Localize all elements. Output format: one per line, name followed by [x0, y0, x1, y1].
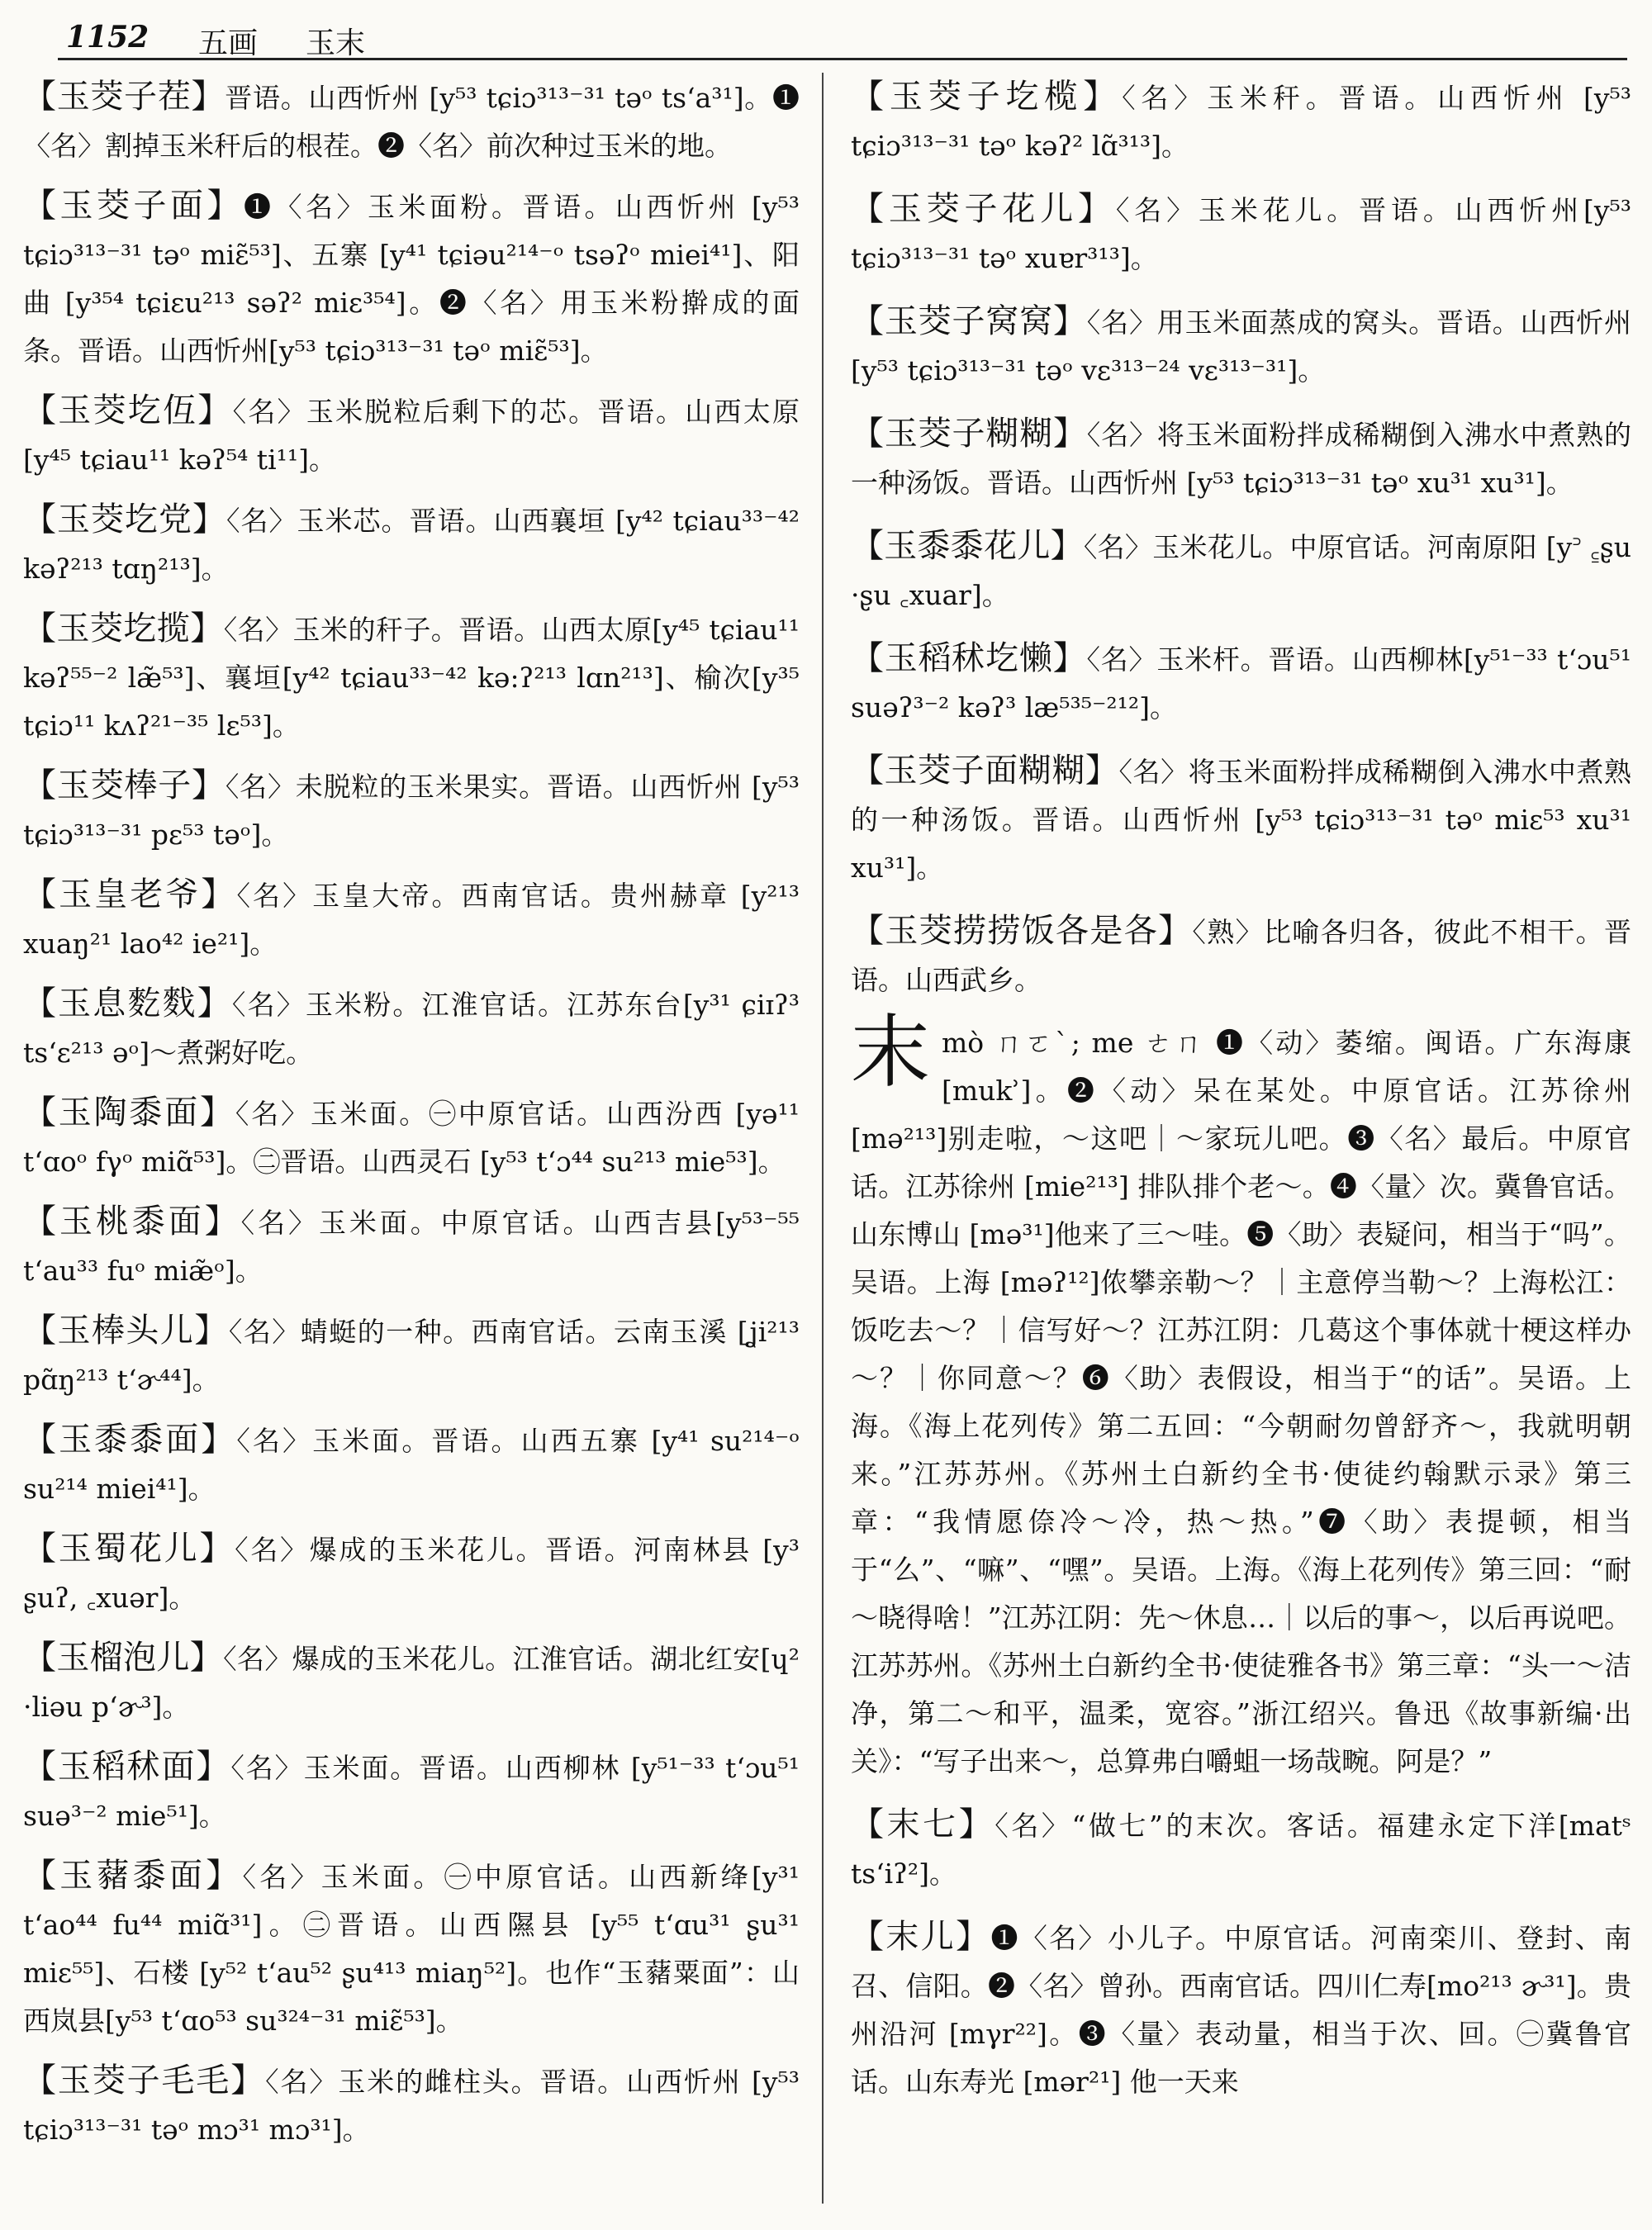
headword: 【末七】 — [851, 1805, 995, 1843]
dictionary-entry — [851, 73, 1631, 170]
dictionary-entry — [23, 762, 800, 859]
headword: 【玉稻秫圪懒】 — [851, 639, 1087, 677]
entry-text: 〈熟〉比喻各归各，彼此不相干。晋语。山西武乡。 — [851, 916, 1632, 996]
headword: 【玉蜀花儿】 — [23, 1530, 235, 1568]
entry-text: 〈名〉玉米的秆子。晋语。山西太原[y⁴⁵ tɕiau¹¹ kəʔ⁵⁵⁻² læ̃⁵³]、襄垣[y⁴² tɕiau³³⁻⁴² kə:ʔ²¹³ lɑn²¹³]、榆次[y³⁵ tɕiɔ¹¹ kʌʔ²¹⁻³⁵ lɛ⁵³]。 — [23, 614, 800, 742]
headword: 【玉茭捞捞饭各是各】 — [851, 912, 1193, 950]
headword: 【玉榴泡儿】 — [23, 1639, 224, 1677]
entry-text: 〈名〉玉米花儿。中原官话。河南原阳 [y꜄ ꜁ʂu ·ʂu ꜀xuar]。 — [851, 531, 1632, 611]
headword: 【玉茭子茬】 — [23, 78, 225, 116]
headword: 【玉棒头儿】 — [23, 1312, 229, 1350]
entry-text: 〈名〉玉米面。晋语。山西柳林 [y⁵¹⁻³³ tʻɔu⁵¹ suə³⁻² mie⁵¹]。 — [23, 1752, 800, 1832]
dictionary-entry — [23, 2057, 800, 2154]
headword: 【玉息麧䴰】 — [23, 985, 232, 1022]
dictionary-entry — [851, 522, 1631, 619]
headword: 【玉稻秫面】 — [23, 1748, 231, 1786]
entry-text: 〈名〉玉皇大帝。西南官话。贵州赫章 [y²¹³ xuaŋ²¹ lao⁴² ie²¹]。 — [23, 880, 800, 960]
headword: 【玉茭子面糊糊】 — [851, 752, 1119, 790]
dictionary-entry — [23, 1089, 800, 1186]
page-number: 1152 — [66, 20, 150, 55]
entry-text: 〈名〉玉米粉。江淮官话。江苏东台[y³¹ ɕiɪʔ³ tsʻɛ²¹³ əᵒ]～煮粥好吃。 — [23, 989, 800, 1069]
entry-text: mò ㄇㄛˋ; me ㄜㄇ ❶〈动〉萎缩。闽语。广东海康 [mukʾ]。❷〈动〉呆在某处。中原官话。江苏徐州 [mə²¹³]别走啦，～这吧｜～家玩儿吧。❸〈名〉最后。中原官话。江苏徐州 [mie²¹³] 排队排个老～。❹〈量〉次。冀鲁官话。山东博山 [mə³¹]他来了三～哇。❺〈助〉表疑问，相当于“吗”。吴语。上海 [məʔ¹²]侬攀亲勒～？｜主意停当勒～？上海松江：饭吃去～？｜信写好～？江苏江阴：几葛这个事体就十梗这样办～？｜你同意～？❻〈助〉表假设，相当于“的话”。吴语。上海。《海上花列传》第二五回：“今朝耐勿曾舒齐～，我就明朝来。”江苏苏州。《苏州土白新约全书·使徒约翰默示录》第三章：“我情愿倷冷～冷，热～热。”❼〈助〉表提顿，相当于“么”、“嘛”、“嘿”。吴语。上海。《海上花列传》第三回：“耐～晓得啥！”江苏江阴：先～休息…｜以后的事～，以后再说吧。江苏苏州。《苏州土白新约全书·使徒雅各书》第三章：“头一～洁净，第二～和平，温柔，宽容。”浙江绍兴。鲁迅《故事新编·出关》：“写子出来～，总算弗白嚼蛆一场哉畹。阿是？” — [851, 1027, 1631, 1777]
dictionary-entry — [23, 605, 800, 750]
entry-text: 〈名〉玉米面。晋语。山西五寨 [y⁴¹ su²¹⁴⁻ᵒ su²¹⁴ miei⁴¹]。 — [23, 1425, 800, 1505]
entry-text: 〈名〉蜻蜓的一种。西南官话。云南玉溪 [ʝi²¹³ pɑ̃ŋ²¹³ tʻɚ⁴⁴]。 — [23, 1316, 800, 1396]
headword: 【玉茭子面】 — [23, 187, 244, 225]
dictionary-entry — [23, 1198, 800, 1295]
dictionary-entry — [23, 871, 800, 968]
character-entry-mo — [851, 1006, 1631, 1786]
headword: 【玉茭子窝窝】 — [851, 302, 1087, 340]
dictionary-entry — [23, 1525, 800, 1622]
entry-text: 〈名〉爆成的玉米花儿。晋语。河南林县 [y³ ʂuʔ, ꜀xuər]。 — [23, 1534, 800, 1614]
dictionary-entry — [851, 185, 1631, 282]
head-character: 末 — [851, 1006, 930, 1098]
entry-text: 〈名〉玉米杆。晋语。山西柳林[y⁵¹⁻³³ tʻɔu⁵¹ suəʔ³⁻² kəʔ³ læ⁵³⁵⁻²¹²]。 — [851, 643, 1631, 724]
dictionary-entry — [851, 410, 1631, 507]
headword: 【玉茭圪仾】 — [23, 391, 233, 429]
entry-text: 〈名〉玉米面。㊀中原官话。山西汾西 [yə¹¹ tʻɑoᵒ fγᵒ miɑ̃⁵³]。㊁晋语。山西灵石 [y⁵³ tʻɔ⁴⁴ su²¹³ mie⁵³]。 — [23, 1098, 800, 1178]
entry-text: ❶〈名〉小儿子。中原官话。河南栾川、登封、南召、信阳。❷〈名〉曾孙。西南官话。四川仁寿[mo²¹³ ɚ³¹]。贵州沿河 [mγr²²]。❸〈量〉表动量，相当于次、回。㊀冀鲁官话。山东寿光 [mər²¹] 他一天来 — [851, 1922, 1632, 2098]
dictionary-entry — [23, 1852, 800, 2045]
entry-text: 〈名〉未脱粒的玉米果实。晋语。山西忻州 [y⁵³ tɕiɔ³¹³⁻³¹ pɛ⁵³ təᵒ]。 — [23, 771, 800, 851]
dictionary-entry — [23, 980, 800, 1077]
entry-text: 〈名〉玉米秆。晋语。山西忻州 [y⁵³ tɕiɔ³¹³⁻³¹ təᵒ kəʔ² lɑ̃³¹³]。 — [851, 82, 1632, 162]
entry-text: 〈名〉玉米面。㊀中原官话。山西新绛[y³¹ tʻao⁴⁴ fu⁴⁴ miɑ̃³¹]。㊁晋语。山西隰县 [y⁵⁵ tʻɑu³¹ ʂu³¹ miɛ⁵⁵]、石楼 [y⁵² tʻau⁵² ʂu⁴¹³ miaŋ⁵²]。也作“玉藸粟面”：山西岚县[y⁵³ tʻɑo⁵³ su³²⁴⁻³¹ miɛ̃⁵³]。 — [23, 1861, 800, 2037]
head-characters: 玉末 — [306, 26, 366, 60]
headword: 【玉黍黍花儿】 — [851, 527, 1084, 565]
entry-text: 〈名〉爆成的玉米花儿。江淮官话。湖北红安[ɥ² ·liəu pʻɚ³]。 — [23, 1643, 800, 1723]
dictionary-entry — [851, 907, 1631, 1004]
headword: 【玉藸黍面】 — [23, 1857, 243, 1895]
dictionary-entry — [851, 747, 1631, 892]
entry-text: 〈名〉玉米芯。晋语。山西襄垣 [y⁴² tɕiau³³⁻⁴² kəʔ²¹³ tɑŋ²¹³]。 — [23, 505, 800, 585]
dictionary-entry — [23, 1416, 800, 1513]
page-header — [58, 15, 1627, 60]
dictionary-entry — [23, 182, 800, 375]
entry-text: 〈名〉玉米脱粒后剩下的芯。晋语。山西太原 [y⁴⁵ tɕiau¹¹ kəʔ⁵⁴ ti¹¹]。 — [23, 396, 800, 476]
headword: 【玉黍黍面】 — [23, 1421, 237, 1459]
entry-text: 〈名〉玉米面。中原官话。山西吉县[y⁵³⁻⁵⁵ tʻau³³ fuᵒ miæ̃ᵒ]。 — [23, 1207, 800, 1287]
dictionary-entry — [851, 634, 1631, 732]
dictionary-entry — [23, 1307, 800, 1404]
dictionary-entry — [23, 73, 800, 170]
entry-text: 〈名〉将玉米面粉拌成稀糊倒入沸水中煮熟的一种汤饭。晋语。山西忻州 [y⁵³ tɕiɔ³¹³⁻³¹ təᵒ xu³¹ xu³¹]。 — [851, 419, 1632, 499]
dictionary-entry — [851, 297, 1631, 395]
headword: 【玉茭子毛毛】 — [23, 2062, 266, 2100]
entry-text: 〈名〉玉米花儿。晋语。山西忻州[y⁵³ tɕiɔ³¹³⁻³¹ təᵒ xuɐr³¹³]。 — [851, 194, 1632, 274]
entry-text: 〈名〉将玉米面粉拌成稀糊倒入沸水中煮熟的一种汤饭。晋语。山西忻州 [y⁵³ tɕiɔ³¹³⁻³¹ təᵒ miɛ⁵³ xu³¹ xu³¹]。 — [851, 756, 1632, 884]
dictionary-entry — [23, 496, 800, 593]
entry-text: 〈名〉用玉米面蒸成的窝头。晋语。山西忻州 [y⁵³ tɕiɔ³¹³⁻³¹ təᵒ vɛ³¹³⁻²⁴ vɛ³¹³⁻³¹]。 — [851, 306, 1632, 387]
left-column — [23, 73, 800, 2166]
entry-text: 〈名〉玉米的雌柱头。晋语。山西忻州 [y⁵³ tɕiɔ³¹³⁻³¹ təᵒ mɔ³¹ mɔ³¹]。 — [23, 2066, 800, 2146]
dictionary-entry — [851, 1801, 1631, 1898]
headword: 【玉茭子糊糊】 — [851, 415, 1087, 453]
column-divider — [822, 73, 824, 2204]
headword: 【玉茭子圪榄】 — [851, 78, 1123, 116]
dictionary-entry — [23, 1743, 800, 1840]
dictionary-entry — [851, 1913, 1631, 2106]
headword: 【玉茭子花儿】 — [851, 190, 1116, 228]
headword: 【玉皇老爷】 — [23, 875, 237, 913]
dictionary-entry — [23, 1634, 800, 1731]
stroke-section: 五画 — [198, 26, 259, 60]
right-column — [851, 73, 1631, 2121]
entry-text: ❶〈名〉玉米面粉。晋语。山西忻州 [y⁵³ tɕiɔ³¹³⁻³¹ təᵒ miɛ̃⁵³]、五寨 [y⁴¹ tɕiəu²¹⁴⁻ᵒ tsəʔᵒ miei⁴¹]、阳曲 [y³⁵⁴ tɕiɛu²¹³ səʔ² miɛ³⁵⁴]。❷〈名〉用玉米粉擀成的面条。晋语。山西忻州[y⁵³ tɕiɔ³¹³⁻³¹ təᵒ miɛ̃⁵³]。 — [23, 191, 800, 367]
entry-text: 晋语。山西忻州 [y⁵³ tɕiɔ³¹³⁻³¹ təᵒ tsʻa³¹]。❶〈名〉割掉玉米秆后的根茬。❷〈名〉前次种过玉米的地。 — [23, 82, 800, 162]
headword: 【玉茭圪党】 — [23, 501, 226, 539]
dictionary-entry — [23, 387, 800, 484]
headword: 【玉茭圪揽】 — [23, 610, 224, 648]
headword: 【玉桃黍面】 — [23, 1203, 241, 1241]
entry-text: 〈名〉“做七”的末次。客话。福建永定下洋[matˢ tsʻiʔ²]。 — [851, 1810, 1632, 1890]
headword: 【玉茭棒子】 — [23, 766, 225, 804]
headword: 【末儿】 — [851, 1918, 991, 1956]
headword: 【玉陶黍面】 — [23, 1094, 235, 1132]
